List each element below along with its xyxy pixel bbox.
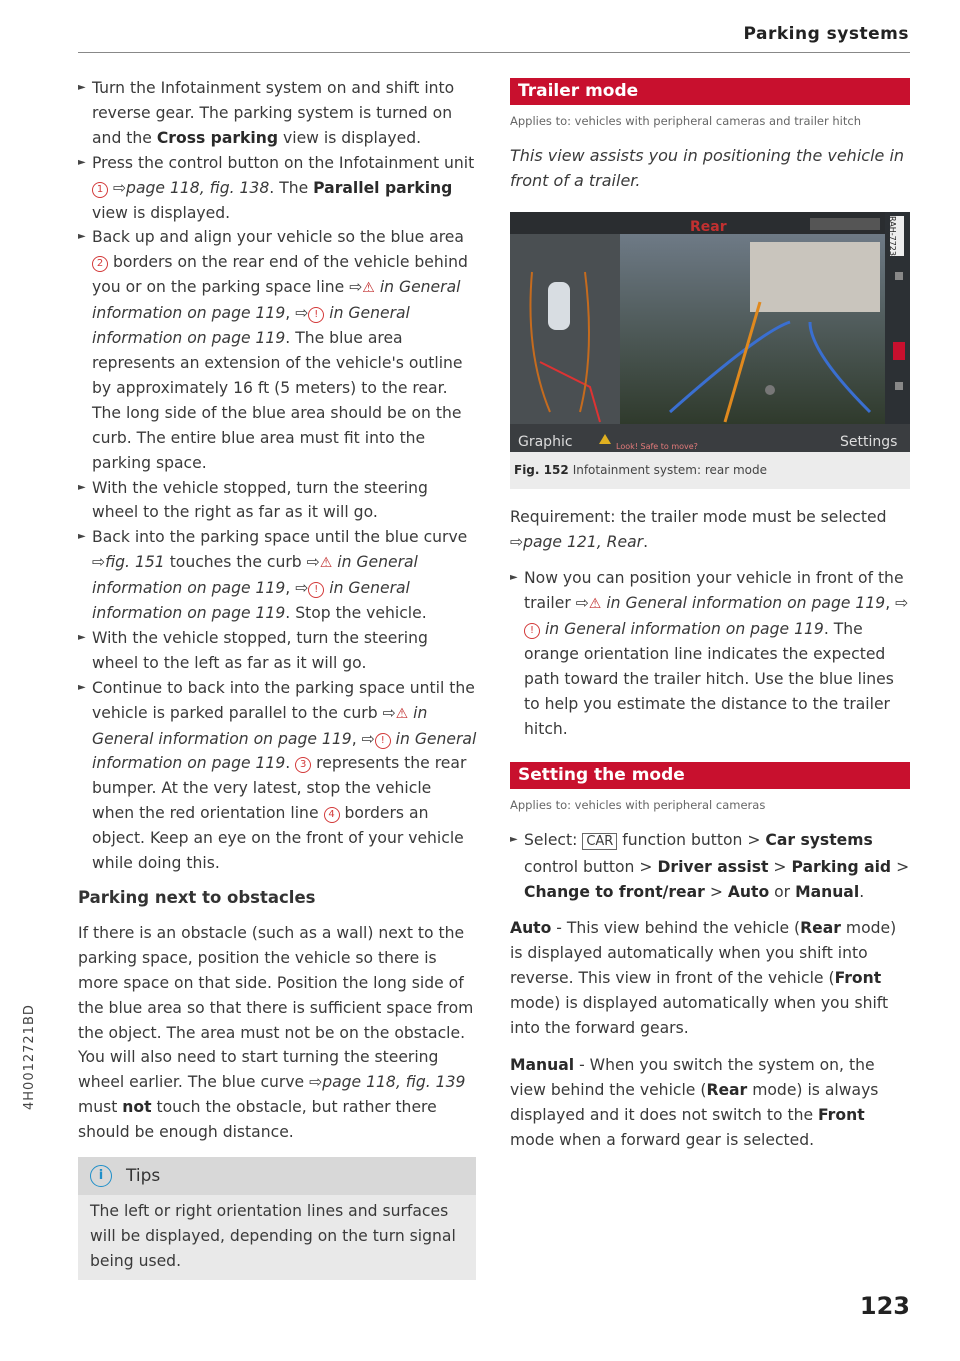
- page-ref-link[interactable]: in General information on page 119: [544, 620, 824, 639]
- tips-text: The left or right orientation lines and surfaces will be displayed, depending on the turn signal being used.: [90, 1202, 456, 1270]
- warning-icon: ⚠: [588, 596, 602, 613]
- requirement-text: Requirement: the trailer mode must be selected ⇨page 121, Rear.: [510, 507, 887, 551]
- manual-paragraph: Manual - When you switch the system on, the view behind the vehicle (Rear mode) is always displayed and it does not switch to the Front mode when a forward gear is selected.: [510, 1055, 879, 1149]
- graphic-button[interactable]: Graphic: [518, 433, 573, 450]
- arrow-right-icon: ⇨: [382, 703, 396, 722]
- page-number: 123: [859, 1292, 910, 1320]
- page-ref-link[interactable]: in General information on page 119: [92, 579, 410, 623]
- setting-applies-to: Applies to: vehicles with peripheral cameras: [510, 797, 766, 812]
- arrow-right-icon: ⇨: [112, 178, 127, 197]
- screen-code: RAH-7723: [890, 216, 904, 256]
- warning-icon: ⚠: [395, 705, 409, 722]
- step-5: ► Back into the parking space until the blue curve ⇨fig. 151 touches the curb ⇨⚠ in General information on page 119, ⇨ ! in General information on page 119. Stop the vehicle.: [78, 525, 478, 626]
- page-ref-link[interactable]: in General information on page 119: [92, 304, 410, 348]
- tips-header: [78, 1157, 476, 1195]
- page-ref-link[interactable]: page 118, fig. 139: [322, 1073, 466, 1092]
- screen-rear-label: Rear: [690, 218, 727, 235]
- infotainment-screen: [510, 212, 910, 452]
- callout-2: 2: [92, 256, 108, 272]
- left-column: [78, 76, 478, 1280]
- info-icon: i: [90, 1165, 112, 1187]
- arrow-right-icon: ⇨: [895, 594, 909, 613]
- warning-icon: ⚠: [362, 280, 375, 297]
- step-2: ► Press the control button on the Infotainment unit 1 ⇨page 118, fig. 138. The Parallel parking view is displayed.: [78, 151, 478, 226]
- arrow-right-icon: ⇨: [295, 304, 309, 323]
- notice-icon: !: [308, 307, 324, 323]
- arrow-right-icon: ⇨: [309, 1073, 323, 1092]
- arrow-right-icon: ⇨: [295, 579, 309, 598]
- right-column: [510, 78, 910, 1153]
- callout-4: 4: [324, 807, 340, 823]
- page-ref-link[interactable]: in General information on page 119: [92, 553, 418, 598]
- arrow-right-icon: ⇨: [361, 729, 375, 748]
- camera-view-graphic: [510, 212, 910, 452]
- page-ref-link[interactable]: page 118, fig. 138: [126, 178, 270, 197]
- document-code: 4H0012721BD: [22, 1004, 37, 1110]
- obstacles-heading: Parking next to obstacles: [78, 888, 316, 907]
- header-divider: [78, 52, 910, 53]
- page-ref-link[interactable]: in General information on page 119: [92, 703, 428, 748]
- warning-icon: ⚠: [319, 555, 333, 572]
- figure-caption: Fig. 152 Infotainment system: rear mode: [514, 462, 768, 477]
- setting-mode-heading: Setting the mode: [510, 762, 910, 789]
- callout-1: 1: [92, 182, 108, 198]
- screen-warning-text: Look! Safe to move?: [616, 441, 698, 451]
- select-step: ► Select: CAR function button > Car systems control button > Driver assist > Parking aid > Change to front/rear > Auto or Manual.: [510, 828, 910, 905]
- step-4: ► With the vehicle stopped, turn the steering wheel to the right as far as it will go.: [78, 476, 478, 526]
- step-6: ► With the vehicle stopped, turn the steering wheel to the left as far as it will go.: [78, 626, 478, 676]
- notice-icon: !: [308, 582, 324, 598]
- auto-paragraph: Auto - This view behind the vehicle (Rear mode) is displayed automatically when you shift into reverse. This view in front of the vehicle (Front mode) is displayed automatically when you shift into the forward gears.: [510, 919, 897, 1038]
- step-3: ► Back up and align your vehicle so the blue area 2 borders on the rear end of the vehicle behind you or on the parking space line ⇨⚠ in General information on page 119, ⇨ ! in General information on page 119. The blue area represents an extension of the vehicle's outline by approximately 16 ft (5 meters) to the rear. The long side of the blue area should be on the curb. The entire blue area must fit into the parking space.: [78, 225, 478, 475]
- step-7: ► Continue to back into the parking space until the vehicle is parked parallel to the curb ⇨⚠ in General information on page 119, ⇨ ! in General information on page 119. 3 represents the rear bumper. At the very latest, stop the vehicle when the red orientation line 4 borders an object. Keep an eye on the front of your vehicle while doing this.: [78, 676, 478, 876]
- page-ref-link[interactable]: in General information on page 119: [92, 729, 477, 773]
- page-ref-link[interactable]: in General information on page 119: [606, 594, 886, 613]
- car-key: CAR: [582, 833, 617, 850]
- page-ref-link[interactable]: page 121, Rear: [523, 532, 644, 551]
- trailer-position-step: ► Now you can position your vehicle in front of the trailer ⇨⚠ in General information on page 119, ⇨! in General information on page 119. The orange orientation line indicates the expected path toward the trailer hitch. Use the blue lines to help you estimate the distance to the trailer hitch.: [510, 566, 910, 741]
- fig-ref-link[interactable]: fig. 151: [105, 553, 165, 572]
- settings-button[interactable]: Settings: [840, 433, 898, 450]
- trailer-mode-heading: Trailer mode: [510, 78, 910, 105]
- tips-box: [78, 1157, 476, 1280]
- page-ref-link[interactable]: in General information on page 119: [92, 278, 461, 323]
- notice-icon: !: [524, 623, 540, 639]
- figure-152: [510, 212, 910, 489]
- trailer-applies-to: Applies to: vehicles with peripheral cameras and trailer hitch: [510, 114, 861, 128]
- obstacles-paragraph: If there is an obstacle (such as a wall) next to the parking space, position the vehicle so there is more space on that side. Position the long side of the blue area so that there is sufficient space from the object. The area must not be on the obstacle. You will also need to start turning the steering wheel earlier. The blue curve ⇨page 118, fig. 139 must not touch the obstacle, but rather there should be enough distance.: [78, 923, 474, 1142]
- arrow-right-icon: ⇨: [92, 553, 106, 572]
- page-header-title: Parking systems: [743, 24, 909, 44]
- arrow-right-icon: ⇨: [306, 553, 320, 572]
- arrow-right-icon: ⇨: [510, 532, 524, 551]
- tips-title: Tips: [126, 1165, 161, 1186]
- trailer-intro: This view assists you in positioning the vehicle in front of a trailer.: [510, 145, 905, 190]
- notice-icon: !: [375, 733, 391, 749]
- callout-3: 3: [295, 757, 311, 773]
- arrow-right-icon: ⇨: [575, 594, 589, 613]
- arrow-right-icon: ⇨: [349, 278, 363, 297]
- step-1: ► Turn the Infotainment system on and shift into reverse gear. The parking system is turned on and the Cross parking view is displayed.: [78, 76, 478, 151]
